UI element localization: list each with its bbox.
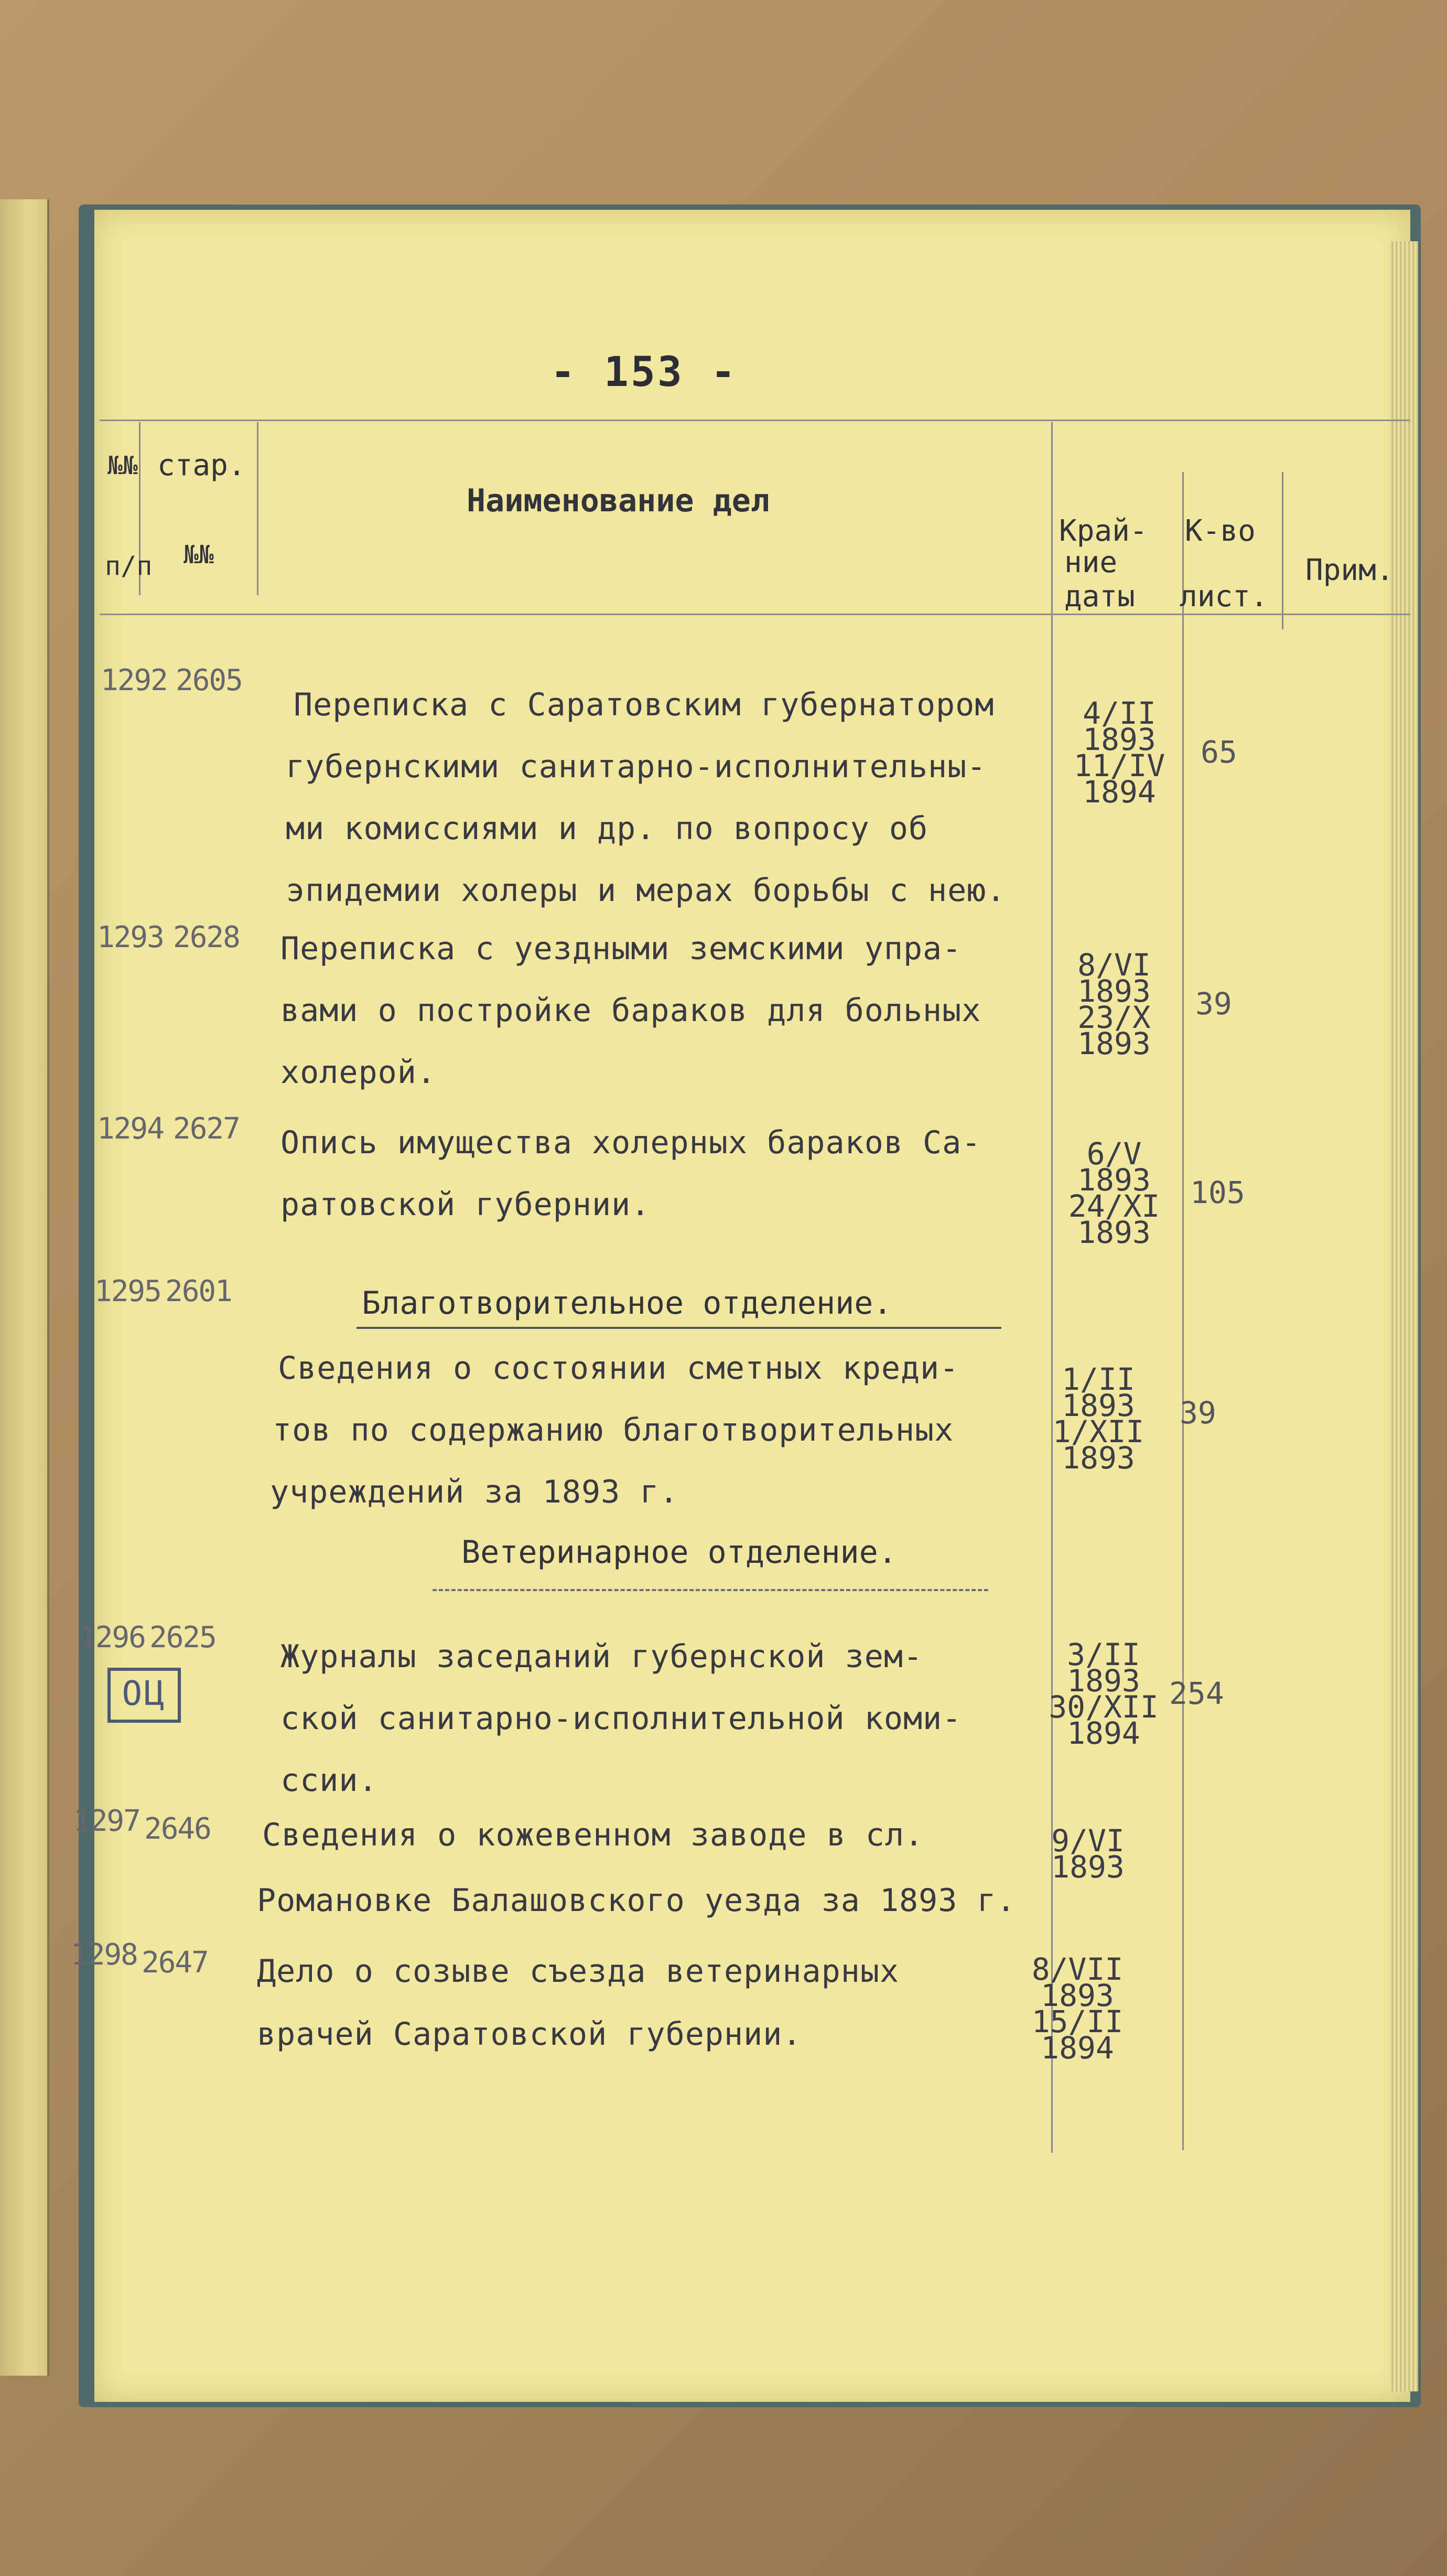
row-dates: 6/V 1893 24/XI 1893 bbox=[1068, 1136, 1160, 1250]
header-dates-line1: Край- bbox=[1059, 514, 1148, 548]
row-desc-line: вами о постройке бараков для больных bbox=[280, 992, 981, 1029]
archive-stamp: ОЦ bbox=[107, 1668, 181, 1723]
row-num: 1296 bbox=[79, 1620, 145, 1655]
row-old-num: 2628 bbox=[173, 920, 240, 954]
row-old-num: 2627 bbox=[173, 1112, 240, 1146]
header-old-line1: стар. bbox=[157, 448, 246, 482]
row-desc-line: ской санитарно-исполнительной коми- bbox=[280, 1700, 962, 1737]
row-desc-line: тов по содержанию благотворительных bbox=[273, 1412, 954, 1448]
page-number: - 153 - bbox=[550, 349, 738, 396]
row-sheets: 105 bbox=[1190, 1175, 1245, 1210]
row-old-num: 2605 bbox=[176, 663, 242, 697]
row-old-num: 2647 bbox=[142, 1946, 208, 1980]
row-dates: 9/VI 1893 bbox=[1051, 1823, 1125, 1885]
header-old-line2: №№ bbox=[183, 540, 214, 570]
row-num: 1295 bbox=[94, 1274, 161, 1308]
row-desc-line: эпидемии холеры и мерах борьбы с нею. bbox=[286, 872, 1006, 909]
row-desc-line: учреждений за 1893 г. bbox=[270, 1474, 679, 1510]
col-rule-notes bbox=[1282, 472, 1283, 629]
section-underline-charity bbox=[357, 1327, 1001, 1329]
header-notes: Прим. bbox=[1305, 553, 1394, 587]
row-old-num: 2625 bbox=[149, 1620, 216, 1655]
left-page-edge bbox=[0, 199, 49, 2376]
header-sheets-line2: лист. bbox=[1180, 579, 1268, 614]
table-top-rule bbox=[100, 420, 1410, 421]
row-dates: 3/II 1893 30/XII 1894 bbox=[1049, 1637, 1159, 1751]
row-num: 1297 bbox=[73, 1804, 140, 1838]
row-old-num: 2601 bbox=[165, 1274, 232, 1308]
section-heading-veterinary: Ветеринарное отделение. bbox=[461, 1534, 897, 1571]
row-dates: 4/II 1893 11/IV 1894 bbox=[1073, 695, 1165, 810]
header-name: Наименование дел bbox=[467, 482, 770, 519]
row-sheets: 65 bbox=[1201, 734, 1237, 770]
row-desc-line: Сведения о состоянии сметных креди- bbox=[278, 1350, 959, 1387]
header-num-line2: п/п bbox=[105, 551, 153, 581]
row-desc-line: Переписка с уездными земскими упра- bbox=[280, 930, 962, 967]
section-heading-charity: Благотворительное отделение. bbox=[362, 1285, 892, 1322]
row-num: 1294 bbox=[97, 1112, 164, 1146]
row-desc-line: губернскими санитарно-исполнительны- bbox=[286, 748, 987, 785]
row-num: 1298 bbox=[71, 1938, 137, 1972]
row-desc-line: Романовке Балашовского уезда за 1893 г. bbox=[257, 1882, 1016, 1919]
row-sheets: 39 bbox=[1180, 1395, 1216, 1431]
row-desc-line: Журналы заседаний губернской зем- bbox=[280, 1638, 923, 1675]
row-desc-line: ссии. bbox=[280, 1762, 378, 1799]
header-num-line1: №№ bbox=[107, 451, 138, 480]
col-rule-dates bbox=[1051, 422, 1053, 2153]
row-desc-line: Сведения о кожевенном заводе в сл. bbox=[262, 1817, 924, 1853]
row-desc-line: Дело о созыве съезда ветеринарных bbox=[257, 1953, 900, 1990]
row-desc-line: Опись имущества холерных бараков Са- bbox=[280, 1124, 981, 1161]
row-dates: 1/II 1893 1/XII 1893 bbox=[1052, 1361, 1144, 1476]
col-rule-old bbox=[257, 422, 258, 595]
row-desc-line: врачей Саратовской губернии. bbox=[257, 2016, 802, 2053]
section-underline-veterinary bbox=[433, 1589, 988, 1591]
header-dates-line3: даты bbox=[1064, 579, 1135, 614]
header-sheets-line1: К-во bbox=[1185, 514, 1256, 548]
row-num: 1292 bbox=[101, 663, 167, 697]
row-dates: 8/VII 1893 15/II 1894 bbox=[1031, 1951, 1124, 2066]
row-desc-line: холерой. bbox=[280, 1054, 436, 1091]
header-bottom-rule bbox=[100, 614, 1410, 615]
row-num: 1293 bbox=[97, 920, 164, 954]
header-dates-line2: ние bbox=[1064, 545, 1118, 579]
row-desc-line: ми комиссиями и др. по вопросу об bbox=[286, 810, 928, 847]
row-sheets: 39 bbox=[1195, 986, 1232, 1022]
row-dates: 8/VI 1893 23/X 1893 bbox=[1077, 947, 1151, 1061]
row-desc-line: Переписка с Саратовским губернатором bbox=[294, 686, 995, 723]
row-sheets: 254 bbox=[1169, 1676, 1224, 1711]
row-desc-line: ратовской губернии. bbox=[280, 1186, 651, 1223]
row-old-num: 2646 bbox=[144, 1812, 211, 1846]
